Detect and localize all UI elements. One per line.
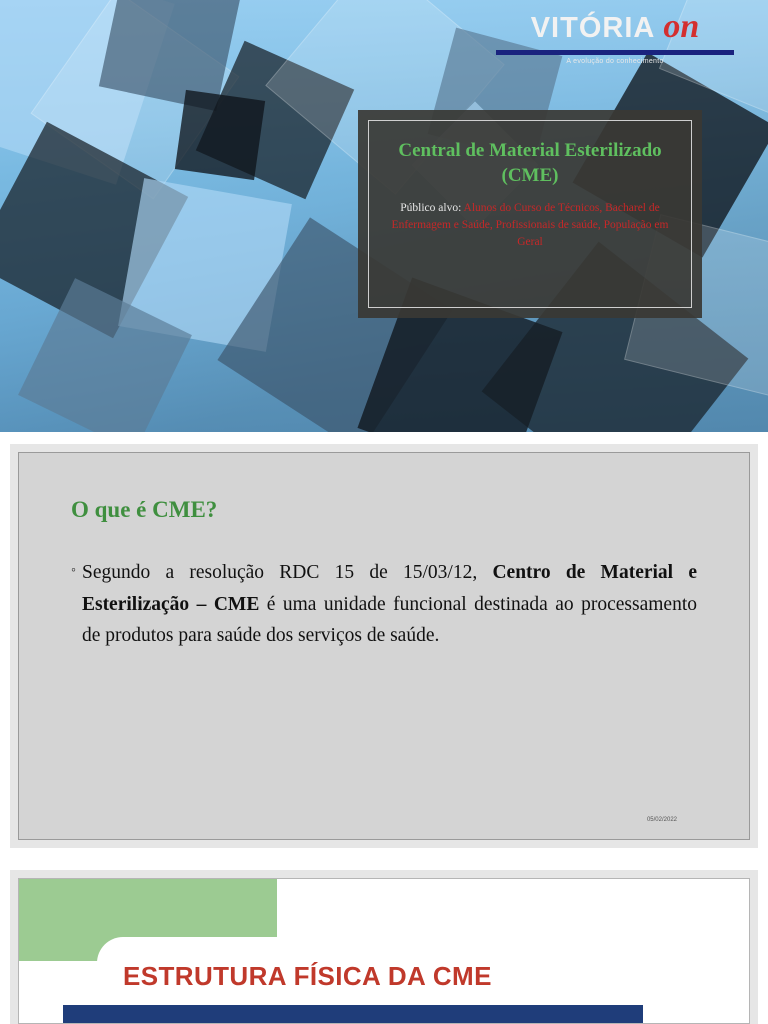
slide-3-content [10,870,758,1024]
logo-brand-text: VITÓRIA [530,12,656,44]
slide-2-bullet [71,557,697,652]
slide-2-date-stamp: 05/02/2022 [646,817,677,823]
slide-1-title-text: Central de Material Esterilizado (CME) [398,140,662,186]
slide-3-blue-bar [63,1005,643,1023]
logo-tagline: A evolução do conhecimento [566,58,664,65]
decorative-shape [175,90,265,180]
body-text-part2: é uma unidade funcional destinada ao processamento de produtos para saúde dos serviços de saúde. [81,593,697,647]
slide-2-body [82,557,697,652]
slide-1-title [0,0,768,432]
slide-1-audience [391,200,669,250]
logo-suffix-text: on [663,8,700,45]
body-text-bold: Centro de Material e Esterilização – CME [81,562,697,615]
logo-rule [496,50,734,55]
body-text-part1: Segundo a resolução RDC 15 de 15/03/12, [81,562,493,583]
bullet-marker-icon: ◦ [71,563,76,578]
audience-label: Público alvo: [400,202,462,215]
slide-2-content [10,444,758,848]
slide-3-title: ESTRUTURA FÍSICA DA CME [123,961,492,991]
slide-2-heading: O que é CME? [71,497,218,522]
slide-1-title-card [358,110,702,318]
vitoria-on-logo [490,8,740,65]
audience-value: Alunos do Curso de Técnicos, Bacharel de Enfermagem e Saúde, Profissionais de saúde, População em Geral [391,202,669,248]
